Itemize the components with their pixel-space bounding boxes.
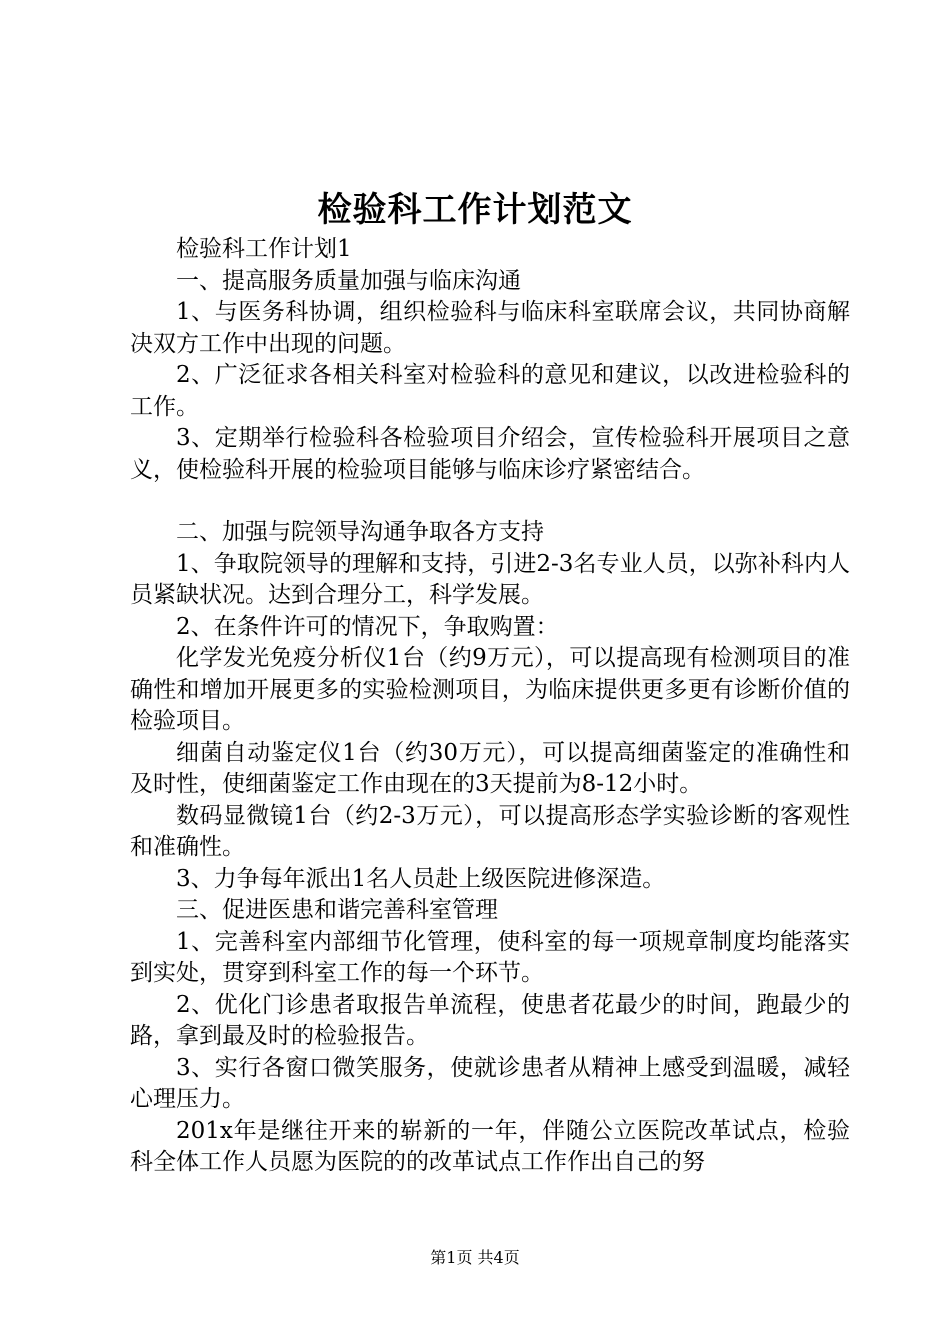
paragraph: 数码显微镜1台（约2-3万元），可以提高形态学实验诊断的客观性和准确性。 <box>130 802 850 860</box>
paragraph: 1、完善科室内部细节化管理，使科室的每一项规章制度均能落实到实处，贯穿到科室工作的每一个环节。 <box>130 928 850 986</box>
paragraph: 1、争取院领导的理解和支持，引进2-3名专业人员，以弥补科内人员紧缺状况。达到合理分工，科学发展。 <box>130 550 850 608</box>
paragraph: 2、广泛征求各相关科室对检验科的意见和建议，以改进检验科的工作。 <box>130 362 850 420</box>
paragraph: 3、实行各窗口微笑服务，使就诊患者从精神上感受到温暖，减轻心理压力。 <box>130 1054 850 1112</box>
paragraph-spacer <box>130 486 850 517</box>
document-title: 检验科工作计划范文 <box>317 190 633 230</box>
paragraph-plan-heading: 检验科工作计划1 <box>176 236 352 262</box>
paragraph: 2、在条件许可的情况下，争取购置： <box>176 613 559 640</box>
page-number-footer: 第1页 共4页 <box>430 1248 520 1267</box>
paragraph: 1、与医务科协调，组织检验科与临床科室联席会议，共同协商解决双方工作中出现的问题。 <box>130 299 850 357</box>
paragraph: 化学发光免疫分析仪1台（约9万元），可以提高现有检测项目的准确性和增加开展更多的实验检测项目，为临床提供更多更有诊断价值的检验项目。 <box>130 645 850 734</box>
paragraph: 2、优化门诊患者取报告单流程，使患者花最少的时间，跑最少的路，拿到最及时的检验报告。 <box>130 991 850 1049</box>
section-heading-2: 二、加强与院领导沟通争取各方支持 <box>176 519 544 545</box>
paragraph: 3、定期举行检验科各检验项目介绍会，宣传检验科开展项目之意义，使检验科开展的检验项目能够与临床诊疗紧密结合。 <box>130 425 850 483</box>
paragraph: 201x年是继往开来的崭新的一年，伴随公立医院改革试点，检验科全体工作人员愿为医院的的改革试点工作作出自己的努 <box>130 1117 850 1175</box>
section-heading-3: 三、促进医患和谐完善科室管理 <box>176 897 498 923</box>
document-body <box>130 234 850 1179</box>
paragraph: 细菌自动鉴定仪1台（约30万元），可以提高细菌鉴定的准确性和及时性，使细菌鉴定工作由现在的3天提前为8-12小时。 <box>130 739 850 797</box>
paragraph: 3、力争每年派出1名人员赴上级医院进修深造。 <box>176 865 666 892</box>
section-heading-1: 一、提高服务质量加强与临床沟通 <box>176 267 521 294</box>
